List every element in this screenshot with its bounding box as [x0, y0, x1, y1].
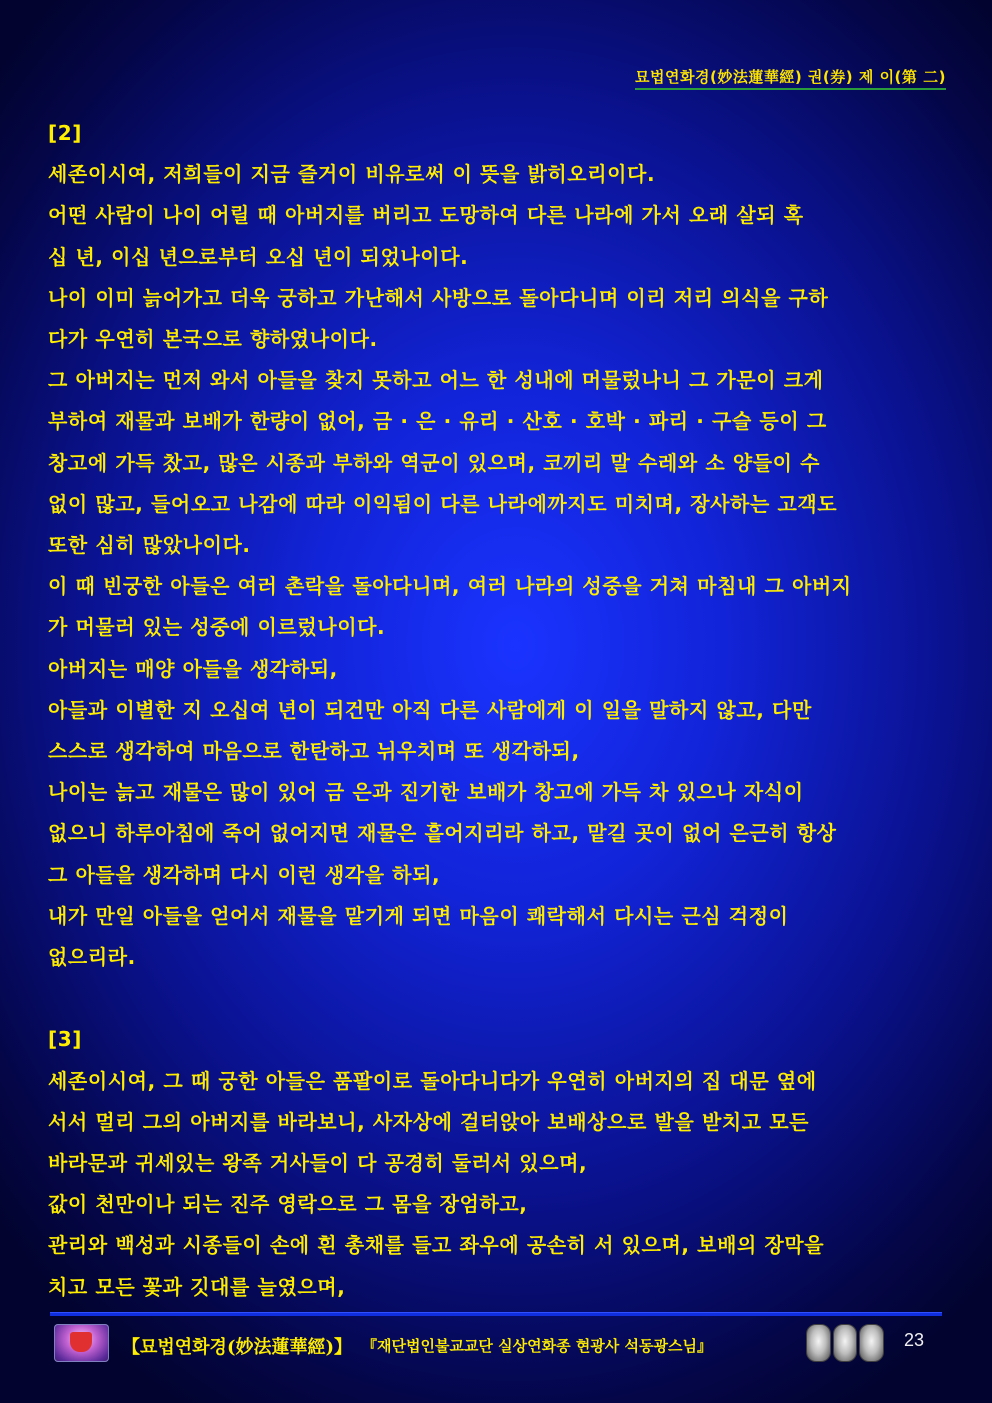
paragraph: 창고에 가득 찼고, 많은 시종과 부하와 역군이 있으며, 코끼리 말 수레와 소 양들이 수 [48, 450, 821, 475]
paragraph: 그 아버지는 먼저 와서 아들을 찾지 못하고 어느 한 성내에 머물렀나니 그 가문이 크게 [48, 368, 824, 393]
page-number: 23 [904, 1330, 925, 1350]
paragraph: 바라문과 귀세있는 왕족 거사들이 다 공경히 둘러서 있으며, [48, 1151, 588, 1176]
paragraph: 다가 우연히 본국으로 향하였나이다. [48, 327, 378, 352]
paragraph: 나이 이미 늙어가고 더욱 궁하고 가난해서 사방으로 돌아다니며 이리 저리 의식을 구하 [48, 285, 829, 310]
seal-logo-icon [806, 1324, 884, 1362]
page-header-title: 묘법연화경(妙法蓮華經) 권(券) 제 이(第 二) [635, 66, 946, 90]
paragraph: [3] [48, 1027, 82, 1052]
paragraph: 나이는 늙고 재물은 많이 있어 금 은과 진기한 보배가 창고에 가득 차 있으나 자식이 [48, 780, 804, 805]
paragraph: 세존이시여, 그 때 궁한 아들은 품팔이로 돌아다니다가 우연히 아버지의 집 대문 옆에 [48, 1068, 817, 1093]
paragraph: 서서 멀리 그의 아버지를 바라보니, 사자상에 걸터앉아 보배상으로 발을 받치고 모든 [48, 1109, 810, 1134]
paragraph: 값이 천만이나 되는 진주 영락으로 그 몸을 장엄하고, [48, 1192, 528, 1217]
footer-divider [50, 1312, 942, 1316]
lotus-logo-icon [54, 1324, 109, 1362]
paragraph: 없으니 하루아침에 죽어 없어지면 재물은 흩어지리라 하고, 맡길 곳이 없어 은근히 항상 [48, 821, 837, 846]
page-footer [52, 1322, 942, 1366]
paragraph: 어떤 사람이 나이 어릴 때 아버지를 버리고 도망하여 다른 나라에 가서 오래 살되 혹 [48, 203, 804, 228]
paragraph: 아들과 이별한 지 오십여 년이 되건만 아직 다른 사람에게 이 일을 말하지 않고, 다만 [48, 697, 812, 722]
paragraph: 없으리라. [48, 945, 136, 970]
footer-title: 【묘법연화경(妙法蓮華經)】 [122, 1337, 352, 1358]
footer-subtitle: 『재단법인불교교단 실상연화종 현광사 석동광스님』 [362, 1337, 712, 1355]
paragraph: 부하여 재물과 보배가 한량이 없어, 금 · 은 · 유리 · 산호 · 호박 · 파리 · 구슬 등이 그 [48, 409, 827, 434]
body-text [48, 113, 948, 1308]
paragraph: 이 때 빈궁한 아들은 여러 촌락을 돌아다니며, 여러 나라의 성중을 거쳐 마침내 그 아버지 [48, 574, 852, 599]
paragraph: 세존이시여, 저희들이 지금 즐거이 비유로써 이 뜻을 밝히오리이다. [48, 162, 656, 187]
paragraph: 십 년, 이십 년으로부터 오십 년이 되었나이다. [48, 244, 469, 269]
paragraph: [2] [48, 121, 82, 145]
paragraph: 치고 모든 꽃과 깃대를 늘였으며, [48, 1274, 346, 1299]
paragraph: 가 머물러 있는 성중에 이르렀나이다. [48, 615, 386, 640]
paragraph: 스스로 생각하여 마음으로 한탄하고 뉘우치며 또 생각하되, [48, 739, 580, 764]
paragraph: 또한 심히 많았나이다. [48, 533, 251, 558]
paragraph: 없이 많고, 들어오고 나감에 따라 이익됨이 다른 나라에까지도 미치며, 장사하는 고객도 [48, 491, 838, 516]
paragraph: 내가 만일 아들을 얻어서 재물을 맡기게 되면 마음이 쾌락해서 다시는 근심 걱정이 [48, 903, 789, 928]
paragraph: 관리와 백성과 시종들이 손에 흰 총채를 들고 좌우에 공손히 서 있으며, 보배의 장막을 [48, 1233, 825, 1258]
paragraph: 아버지는 매양 아들을 생각하되, [48, 656, 338, 681]
paragraph-gap [48, 978, 948, 1019]
paragraph: 그 아들을 생각하며 다시 이런 생각을 하되, [48, 862, 441, 887]
